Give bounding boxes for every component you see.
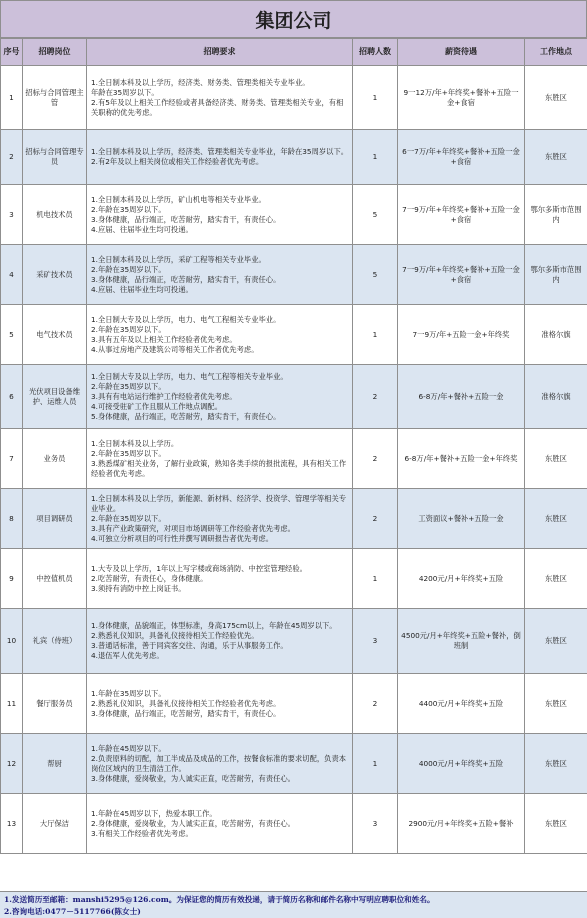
row-number: 10 (1, 609, 23, 674)
header-no: 序号 (1, 39, 23, 66)
row-location: 东胜区 (525, 429, 587, 489)
row-count: 2 (353, 429, 398, 489)
header-position: 招聘岗位 (23, 39, 87, 66)
table-row (1, 794, 587, 854)
table-row (1, 365, 587, 429)
requirement-line: 2.有2年及以上相关岗位或相关工作经验者优先考虑。 (91, 157, 264, 166)
requirement-line: 4.退伍军人优先考虑。 (91, 651, 164, 660)
row-location: 东胜区 (525, 794, 587, 854)
requirement-line: 4.从事过房地产及建筑公司等相关工作者优先考虑。 (91, 344, 259, 354)
row-salary: 7一9万/年+年终奖+餐补+五险一金+食宿 (398, 245, 525, 305)
row-position: 光伏项目设备维护、运维人员 (23, 365, 87, 429)
row-requirements (87, 245, 353, 305)
table-row (1, 185, 587, 245)
row-location: 东胜区 (525, 549, 587, 609)
requirement-line: 4.可独立分析项目的可行性并撰写调研报告者优先考虑。 (91, 533, 274, 543)
header-row (1, 39, 587, 66)
row-location: 东胜区 (525, 130, 587, 185)
footer-line-email: 1.发送简历至邮箱：manshi5295@126.com。为保证您的简历有效投递，请于简历名称和邮件名称中写明应聘职位和姓名。 (4, 895, 435, 904)
row-requirements (87, 674, 353, 734)
requirement-line: 2.熟悉礼仪知识，具备礼仪接待相关工作经验者优先考虑。 (91, 698, 281, 708)
row-position: 招标与合同管理主管 (23, 66, 87, 130)
requirement-line: 2.熟悉礼仪知识，具备礼仪接待相关工作经验优先。 (91, 631, 259, 640)
table-row (1, 245, 587, 305)
requirement-line: 1.全日制大专及以上学历，电力、电气工程等相关专业毕业。 (91, 371, 288, 381)
requirement-line: 3.身体健康，品行端正，吃苦耐劳，踏实肯干，有责任心。 (91, 274, 281, 284)
row-count: 1 (353, 549, 398, 609)
header-count: 招聘人数 (353, 39, 398, 66)
requirement-line: 2.有5年及以上相关工作经验或者具备经济类、财务类、管理类相关专业，有相关职称的优先考虑。 (91, 97, 344, 117)
row-count: 1 (353, 305, 398, 365)
row-position: 招标与合同管理专员 (23, 130, 87, 185)
row-salary: 工资面议+餐补+五险一金 (398, 489, 525, 549)
row-number: 11 (1, 674, 23, 734)
table-row (1, 489, 587, 549)
row-number: 5 (1, 305, 23, 365)
requirement-line: 3.身体健康，品行端正，吃苦耐劳，踏实肯干，有责任心。 (91, 214, 281, 224)
row-number: 8 (1, 489, 23, 549)
requirement-line: 1.全日制本科及以上学历。 (91, 438, 179, 448)
table-row (1, 609, 587, 674)
row-location: 准格尔旗 (525, 365, 587, 429)
sheet-title: 集团公司 (0, 0, 587, 38)
row-count: 5 (353, 245, 398, 305)
row-number: 7 (1, 429, 23, 489)
requirement-line: 4.应届、往届毕业生均可投递。 (91, 224, 193, 234)
row-requirements (87, 734, 353, 794)
row-count: 2 (353, 489, 398, 549)
requirement-line: 2.年龄在35周岁以下。 (91, 204, 166, 214)
row-location: 鄂尔多斯市范围内 (525, 245, 587, 305)
header-location: 工作地点 (525, 39, 587, 66)
row-position: 中控值机员 (23, 549, 87, 609)
requirement-line: 1.全日制本科及以上学历，采矿工程等相关专业毕业。 (91, 254, 266, 264)
row-requirements (87, 365, 353, 429)
row-count: 1 (353, 130, 398, 185)
requirement-line: 1.全日制本科及以上学历，新能源、新材料、经济学、投资学、管理学等相关专业毕业。 (91, 493, 347, 513)
footer-line-phone: 2.咨询电话:0477－5117766(陈女士) (4, 906, 141, 916)
row-count: 2 (353, 674, 398, 734)
requirement-line: 3.具有产业政策研究，对项目市场调研等工作经验者优先考虑。 (91, 523, 295, 533)
row-location: 东胜区 (525, 489, 587, 549)
requirement-line: 4.应届、往届毕业生均可投递。 (91, 284, 193, 294)
requirement-line: 3.身体健康，品行端正，吃苦耐劳，踏实肯干，有责任心。 (91, 708, 281, 718)
table-row (1, 130, 587, 185)
row-position: 项目调研员 (23, 489, 87, 549)
requirement-line: 1.全日制本科及以上学历，经济类、财务类、管理类相关专业毕业。 (91, 77, 310, 87)
row-salary: 7一9万/年+五险一金+年终奖 (398, 305, 525, 365)
row-salary: 2900元/月+年终奖+五险+餐补 (398, 794, 525, 854)
row-number: 13 (1, 794, 23, 854)
row-location: 东胜区 (525, 734, 587, 794)
table-row (1, 66, 587, 130)
table-row (1, 674, 587, 734)
requirement-line: 2.吃苦耐劳，有责任心，身体健康。 (91, 573, 208, 583)
requirement-line: 3.熟悉煤矿相关业务，了解行业政策，熟知各类手续的报批流程，具有相关工作经验者优先考虑。 (91, 458, 347, 478)
row-salary: 4000元/月+年终奖+五险 (398, 734, 525, 794)
row-location: 鄂尔多斯市范围内 (525, 185, 587, 245)
row-number: 9 (1, 549, 23, 609)
requirement-line: 1.年龄在45周岁以下，热爱本职工作。 (91, 808, 217, 818)
header-requirements: 招聘要求 (87, 39, 353, 66)
requirement-line: 1.全日制本科及以上学历，经济类、管理类相关专业毕业，年龄在35周岁以下。 (91, 147, 349, 156)
requirement-line: 5.身体健康，品行端正，吃苦耐劳，踏实肯干，有责任心。 (91, 411, 281, 421)
table-row (1, 305, 587, 365)
row-number: 6 (1, 365, 23, 429)
table-row (1, 734, 587, 794)
row-position: 帮厨 (23, 734, 87, 794)
row-number: 12 (1, 734, 23, 794)
row-salary: 4500元/月+年终奖+五险+餐补，倒班制 (398, 609, 525, 674)
row-position: 大厅保洁 (23, 794, 87, 854)
row-salary: 6-8万/年+餐补+五险一金+年终奖 (398, 429, 525, 489)
requirement-line: 3.具有五年及以上相关工作经验者优先考虑。 (91, 334, 237, 344)
row-number: 2 (1, 130, 23, 185)
row-number: 3 (1, 185, 23, 245)
row-position: 业务员 (23, 429, 87, 489)
table-row (1, 549, 587, 609)
row-number: 1 (1, 66, 23, 130)
row-location: 准格尔旗 (525, 305, 587, 365)
row-location: 东胜区 (525, 66, 587, 130)
requirement-line: 1.年龄在35周岁以下。 (91, 688, 166, 698)
requirement-line: 2.年龄在35周岁以下。 (91, 264, 166, 274)
row-position: 电气技术员 (23, 305, 87, 365)
row-requirements (87, 794, 353, 854)
footer-notes (0, 891, 587, 918)
row-count: 1 (353, 734, 398, 794)
row-count: 3 (353, 609, 398, 674)
requirement-line: 1.全日制大专及以上学历，电力、电气工程相关专业毕业。 (91, 314, 281, 324)
requirement-line: 3.具有有电站运行维护工作经验者优先考虑。 (91, 391, 237, 401)
requirement-line: 1.身体健康，品貌端正，体型标准，身高175cm以上，年龄在45周岁以下。 (91, 621, 337, 630)
row-requirements (87, 130, 353, 185)
row-count: 2 (353, 365, 398, 429)
row-requirements (87, 429, 353, 489)
row-position: 餐厅服务员 (23, 674, 87, 734)
row-count: 1 (353, 66, 398, 130)
row-location: 东胜区 (525, 609, 587, 674)
row-salary: 6一7万/年+年终奖+餐补+五险一金+食宿 (398, 130, 525, 185)
requirement-line: 年龄在35周岁以下。 (91, 87, 159, 97)
row-requirements (87, 549, 353, 609)
requirement-line: 3.须持有消防中控上岗证书。 (91, 583, 186, 593)
requirement-line: 1.全日制本科及以上学历，矿山机电等相关专业毕业。 (91, 194, 266, 204)
requirement-line: 2.年龄在35周岁以下。 (91, 513, 166, 523)
requirement-line: 3.有相关工作经验者优先考虑。 (91, 828, 193, 838)
row-position: 机电技术员 (23, 185, 87, 245)
row-salary: 4200元/月+年终奖+五险 (398, 549, 525, 609)
row-salary: 6-8万/年+餐补+五险一金 (398, 365, 525, 429)
header-salary: 薪资待遇 (398, 39, 525, 66)
recruitment-table (0, 38, 587, 854)
requirement-line: 4.可接受驻矿工作且服从工作地点调配。 (91, 401, 223, 411)
row-location: 东胜区 (525, 674, 587, 734)
row-number: 4 (1, 245, 23, 305)
table-row (1, 429, 587, 489)
row-salary: 9一12万/年+年终奖+餐补+五险一金+食宿 (398, 66, 525, 130)
row-salary: 4400元/月+年终奖+五险 (398, 674, 525, 734)
row-requirements (87, 66, 353, 130)
requirement-line: 3.身体健康，爱岗敬业，为人诚实正直，吃苦耐劳，有责任心。 (91, 773, 295, 783)
requirement-line: 2.年龄在35周岁以下。 (91, 324, 166, 334)
row-requirements (87, 609, 353, 674)
requirement-line: 1.大专及以上学历，1年以上写字楼或商场消防、中控室管理经验。 (91, 563, 307, 573)
row-position: 采矿技术员 (23, 245, 87, 305)
requirement-line: 2.身体健康，爱岗敬业，为人诚实正直，吃苦耐劳，有责任心。 (91, 818, 295, 828)
row-position: 礼宾（侍班） (23, 609, 87, 674)
requirement-line: 2.负责原料的切配，加工半成品及成品的工作，按餐食标准的要求切配，负责本岗位区域内的卫生清洁工作。 (91, 753, 347, 773)
row-count: 3 (353, 794, 398, 854)
requirement-line: 1.年龄在45周岁以下。 (91, 743, 166, 753)
requirement-line: 2.年龄在35周岁以下。 (91, 448, 166, 458)
requirement-line: 2.年龄在35周岁以下。 (91, 381, 166, 391)
row-requirements (87, 305, 353, 365)
requirement-line: 3.普通话标准，善于同宾客交往、沟通，乐于从事服务工作。 (91, 641, 288, 650)
row-requirements (87, 185, 353, 245)
row-requirements (87, 489, 353, 549)
row-count: 5 (353, 185, 398, 245)
row-salary: 7一9万/年+年终奖+餐补+五险一金+食宿 (398, 185, 525, 245)
